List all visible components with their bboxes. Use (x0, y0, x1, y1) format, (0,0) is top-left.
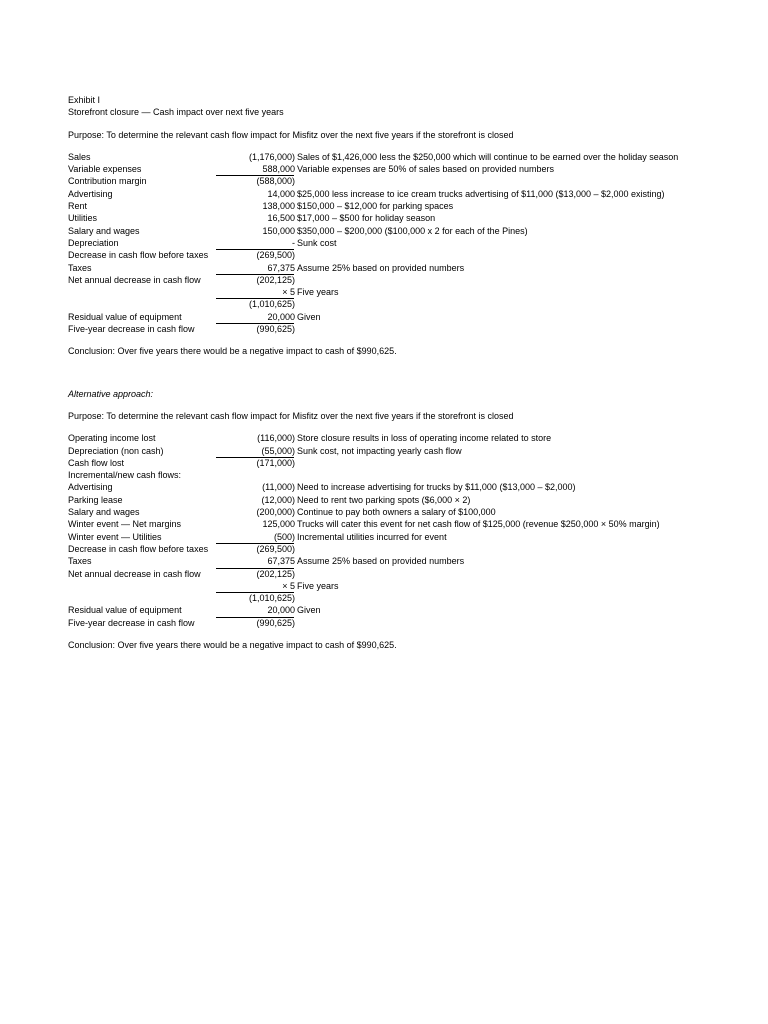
table-row (68, 200, 708, 212)
table-row (68, 163, 708, 175)
table-row (68, 469, 708, 481)
row-label: Operating income lost (68, 433, 156, 444)
row-note: Sunk cost (297, 237, 337, 248)
table-row (68, 445, 708, 457)
conclusion-text: Conclusion: Over five years there would be a negative impact to cash of $990,625. (68, 346, 397, 357)
row-amount: (269,500) (256, 543, 295, 554)
table-row (68, 249, 708, 261)
table-row (68, 457, 708, 469)
row-amount: (202,125) (256, 274, 295, 285)
row-label: Incremental/new cash flows: (68, 470, 182, 481)
table-row (68, 506, 708, 518)
row-amount: (202,125) (256, 568, 295, 579)
row-note: Trucks will cater this event for net cash flow of $125,000 (revenue $250,000 × 50% margin) (297, 519, 660, 530)
table-row (68, 568, 708, 580)
cash-flow-table-alternative (68, 432, 708, 629)
row-amount: 20,000 (267, 311, 295, 322)
row-amount: 138,000 (262, 201, 295, 212)
row-amount: - (292, 237, 295, 248)
row-amount: 16,500 (267, 213, 295, 224)
table-row (68, 592, 708, 604)
row-amount: × 5 (282, 580, 295, 591)
table-row (68, 518, 708, 530)
table-row (68, 298, 708, 310)
row-label: Sales (68, 151, 91, 162)
row-note: Store closure results in loss of operating income related to store (297, 433, 552, 444)
row-label: Decrease in cash flow before taxes (68, 250, 209, 261)
row-amount: (116,000) (257, 433, 295, 444)
row-label: Parking lease (68, 494, 123, 505)
row-label: Five-year decrease in cash flow (68, 324, 195, 335)
table-row (68, 323, 708, 335)
row-note: Five years (297, 580, 339, 591)
row-note: Need to increase advertising for trucks by $11,000 ($13,000 – $2,000) (297, 482, 576, 493)
row-note: Incremental utilities incurred for event (297, 531, 447, 542)
row-amount: (990,625) (256, 617, 295, 628)
row-label: Taxes (68, 262, 92, 273)
table-row (68, 531, 708, 543)
row-note: $25,000 less increase to ice cream trucks advertising of $11,000 ($13,000 – $2,000 existing) (297, 188, 665, 199)
row-label: Salary and wages (68, 225, 140, 236)
row-label: Cash flow lost (68, 457, 125, 468)
row-note: $17,000 – $500 for holiday season (297, 213, 436, 224)
row-label: Utilities (68, 213, 98, 224)
row-amount: 150,000 (262, 225, 295, 236)
row-label: Winter event — Utilities (68, 531, 162, 542)
row-amount: (200,000) (256, 507, 295, 518)
row-note: Variable expenses are 50% of sales based on provided numbers (297, 164, 554, 175)
alternative-heading: Alternative approach: (68, 388, 154, 399)
table-row (68, 286, 708, 298)
row-amount: (1,010,625) (248, 299, 295, 310)
table-row (68, 237, 708, 249)
row-note: Assume 25% based on provided numbers (297, 556, 465, 567)
table-row (68, 494, 708, 506)
table-row (68, 311, 708, 323)
table-row (68, 262, 708, 274)
table-row (68, 580, 708, 592)
row-label: Advertising (68, 482, 113, 493)
row-amount: 67,375 (267, 262, 295, 273)
row-note: $150,000 – $12,000 for parking spaces (297, 201, 454, 212)
table-row (68, 481, 708, 493)
row-label: Net annual decrease in cash flow (68, 568, 201, 579)
row-label: Decrease in cash flow before taxes (68, 543, 209, 554)
row-amount: 125,000 (262, 519, 295, 530)
row-amount: (12,000) (261, 494, 295, 505)
table-row (68, 188, 708, 200)
row-amount: (1,176,000) (248, 151, 295, 162)
row-note: Sales of $1,426,000 less the $250,000 which will continue to be earned over the holiday season (297, 151, 679, 162)
row-label: Residual value of equipment (68, 605, 182, 616)
row-note: Need to rent two parking spots ($6,000 × 2) (297, 494, 471, 505)
row-note: Assume 25% based on provided numbers (297, 262, 465, 273)
row-amount: (1,010,625) (248, 593, 295, 604)
table-row (68, 225, 708, 237)
table-row (68, 151, 708, 163)
row-amount: 588,000 (262, 164, 295, 175)
row-amount: (990,625) (256, 324, 295, 335)
row-label: Five-year decrease in cash flow (68, 617, 195, 628)
row-label: Advertising (68, 188, 113, 199)
row-note: Continue to pay both owners a salary of $100,000 (297, 507, 496, 518)
table-row (68, 617, 708, 629)
row-note: $350,000 – $200,000 ($100,000 x 2 for each of the Pines) (297, 225, 528, 236)
purpose-text-alt: Purpose: To determine the relevant cash flow impact for Misfitz over the next five years if the storefront is closed (68, 410, 514, 421)
row-note: Given (297, 605, 321, 616)
row-label: Variable expenses (68, 164, 142, 175)
row-label: Residual value of equipment (68, 311, 182, 322)
row-label: Salary and wages (68, 507, 140, 518)
table-row (68, 555, 708, 567)
table-row (68, 274, 708, 286)
conclusion-text-alt: Conclusion: Over five years there would be a negative impact to cash of $990,625. (68, 639, 397, 650)
row-label: Depreciation (non cash) (68, 445, 164, 456)
row-amount: × 5 (282, 287, 295, 298)
table-row (68, 212, 708, 224)
document-page (68, 94, 708, 651)
table-row (68, 432, 708, 444)
row-note: Five years (297, 287, 339, 298)
row-amount: 20,000 (267, 605, 295, 616)
row-label: Contribution margin (68, 176, 147, 187)
row-amount: 67,375 (267, 556, 295, 567)
table-row (68, 175, 708, 187)
row-amount: (588,000) (256, 176, 295, 187)
row-note: Given (297, 311, 321, 322)
row-label: Taxes (68, 556, 92, 567)
row-label: Rent (68, 201, 88, 212)
table-row (68, 543, 708, 555)
exhibit-title: Exhibit I (68, 95, 101, 105)
table-row (68, 604, 708, 616)
row-note: Sunk cost, not impacting yearly cash flow (297, 445, 462, 456)
row-amount: (55,000) (261, 445, 295, 456)
exhibit-subtitle: Storefront closure — Cash impact over next five years (68, 107, 284, 118)
purpose-text: Purpose: To determine the relevant cash flow impact for Misfitz over the next five years if the storefront is closed (68, 129, 514, 140)
row-amount: 14,000 (267, 188, 295, 199)
row-label: Net annual decrease in cash flow (68, 274, 201, 285)
row-label: Winter event — Net margins (68, 519, 182, 530)
row-amount: (171,000) (256, 457, 295, 468)
row-amount: (269,500) (256, 250, 295, 261)
cash-flow-table-primary (68, 151, 708, 335)
row-amount: (11,000) (262, 482, 295, 493)
row-label: Depreciation (68, 237, 119, 248)
row-amount: (500) (273, 531, 295, 542)
